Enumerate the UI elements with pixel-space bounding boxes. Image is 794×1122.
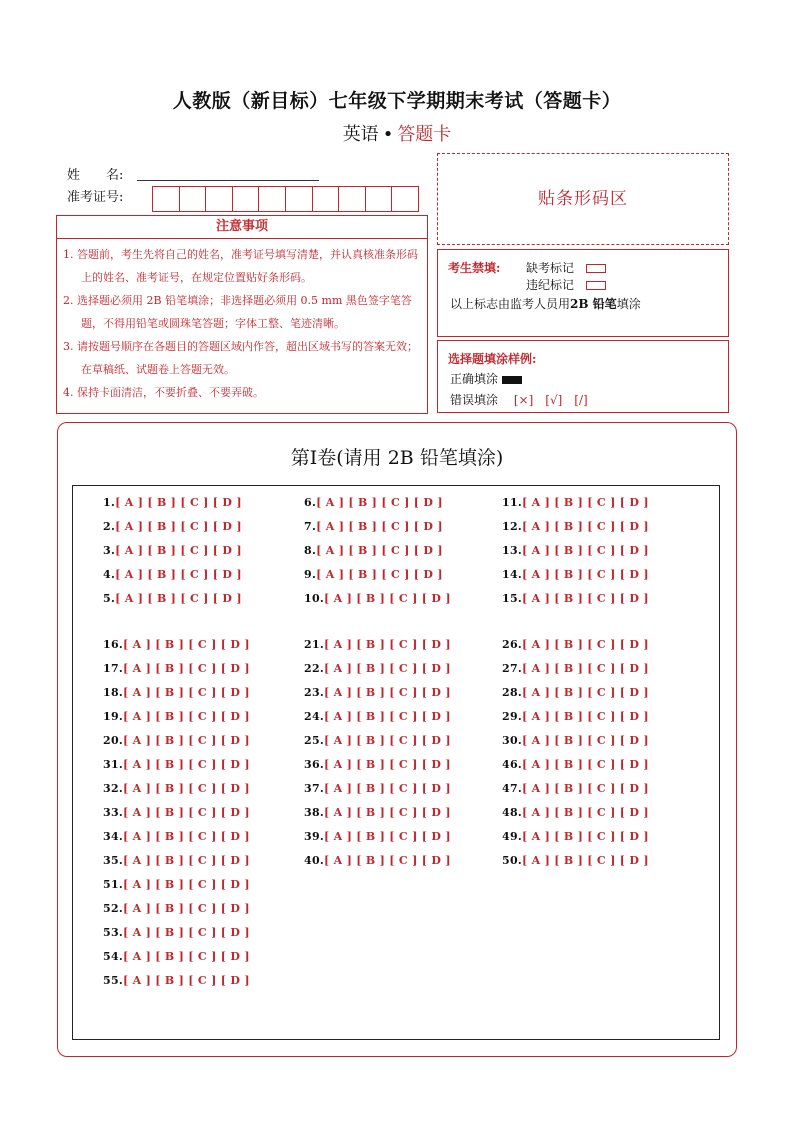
answer-item-35[interactable] [103,854,250,867]
question-number: 32. [103,782,124,795]
card-label: 答题卡 [397,124,452,145]
answer-options[interactable]: [ A ] [ B ] [ C ] [ D ] [324,806,451,819]
question-number: 39. [304,830,325,843]
answer-options[interactable]: [ A ] [ B ] [ C ] [ D ] [324,662,451,675]
answer-options[interactable]: [ A ] [ B ] [ C ] [ D ] [123,734,250,747]
answer-options[interactable]: [ A ] [ B ] [ C ] [ D ] [115,544,242,557]
answer-item-52[interactable] [103,902,250,915]
answer-options[interactable]: [ A ] [ B ] [ C ] [ D ] [522,758,649,771]
answer-item-12[interactable] [502,520,649,533]
answer-options[interactable]: [ A ] [ B ] [ C ] [ D ] [522,686,649,699]
name-field[interactable] [137,180,319,181]
answer-options[interactable]: [ A ] [ B ] [ C ] [ D ] [123,758,250,771]
answer-item-23[interactable] [304,686,451,699]
violation-label: 违纪标记 [526,278,575,292]
notice-panel [56,215,428,414]
question-number: 3. [103,544,116,557]
answer-options[interactable]: [ A ] [ B ] [ C ] [ D ] [123,782,250,795]
answer-options[interactable]: [ A ] [ B ] [ C ] [ D ] [123,854,250,867]
forbidden-note [450,295,641,312]
question-number: 25. [304,734,325,747]
answer-options[interactable]: [ A ] [ B ] [ C ] [ D ] [522,592,649,605]
answer-item-24[interactable] [304,710,451,723]
question-number: 11. [502,496,523,509]
section-1-title: 第Ⅰ卷(请用 2B 铅笔填涂) [290,447,504,469]
answer-options[interactable]: [ A ] [ B ] [ C ] [ D ] [522,710,649,723]
question-number: 27. [502,662,523,675]
forbidden-note-post: 填涂 [616,297,641,311]
id-digit-box[interactable] [153,187,180,211]
question-number: 6. [304,496,317,509]
violation-mark-box[interactable] [586,281,606,290]
filled-mark-icon [502,376,522,384]
question-number: 50. [502,854,523,867]
answer-item-18[interactable] [103,686,250,699]
answer-item-13[interactable] [502,544,649,557]
id-digit-box[interactable] [286,187,313,211]
answer-options[interactable]: [ A ] [ B ] [ C ] [ D ] [522,782,649,795]
id-label: 准考证号: [67,190,124,205]
answer-options[interactable]: [ A ] [ B ] [ C ] [ D ] [522,496,649,509]
answer-options[interactable]: [ A ] [ B ] [ C ] [ D ] [522,520,649,533]
question-number: 24. [304,710,325,723]
answer-options[interactable]: [ A ] [ B ] [ C ] [ D ] [522,854,649,867]
absent-mark-row [526,259,606,276]
answer-item-15[interactable] [502,592,649,605]
notice-item: 2. 选择题必须用 2B 铅笔填涂；非选择题必须用 0.5 mm 黑色签字笔答题，不得用铅笔或圆珠笔答题；字体工整、笔迹清晰。 [63,294,412,330]
question-number: 35. [103,854,124,867]
question-number: 9. [304,568,317,581]
question-number: 29. [502,710,523,723]
question-number: 8. [304,544,317,557]
answer-item-4[interactable] [103,568,242,581]
wrong-fill-row [450,391,588,408]
answer-item-49[interactable] [502,830,649,843]
answer-options[interactable]: [ A ] [ B ] [ C ] [ D ] [324,710,451,723]
question-number: 10. [304,592,325,605]
answer-options[interactable]: [ A ] [ B ] [ C ] [ D ] [115,592,242,605]
violation-mark-row [526,276,606,293]
question-number: 21. [304,638,325,651]
answer-options[interactable]: [ A ] [ B ] [ C ] [ D ] [324,782,451,795]
answer-options[interactable]: [ A ] [ B ] [ C ] [ D ] [522,638,649,651]
subtitle-separator: • [382,124,394,145]
answer-options[interactable]: [ A ] [ B ] [ C ] [ D ] [316,520,443,533]
question-number: 48. [502,806,523,819]
answer-item-17[interactable] [103,662,250,675]
answer-item-53[interactable] [103,926,250,939]
answer-options[interactable]: [ A ] [ B ] [ C ] [ D ] [123,974,250,987]
answer-item-2[interactable] [103,520,242,533]
id-digit-box[interactable] [392,187,418,211]
answer-item-32[interactable] [103,782,250,795]
answer-options[interactable]: [ A ] [ B ] [ C ] [ D ] [522,662,649,675]
answer-item-54[interactable] [103,950,250,963]
absent-mark-box[interactable] [586,264,606,273]
answer-item-55[interactable] [103,974,250,987]
question-number: 2. [103,520,116,533]
forbidden-note-bold: 2B 铅笔 [570,297,617,311]
question-number: 4. [103,568,116,581]
question-number: 22. [304,662,325,675]
answer-options[interactable]: [ A ] [ B ] [ C ] [ D ] [115,496,242,509]
answer-options[interactable]: [ A ] [ B ] [ C ] [ D ] [115,520,242,533]
answer-options[interactable]: [ A ] [ B ] [ C ] [ D ] [316,568,443,581]
section-1-panel [57,422,737,1057]
barcode-label: 贴条形码区 [538,189,628,209]
answer-item-9[interactable] [304,568,443,581]
answer-item-5[interactable] [103,592,242,605]
answer-item-16[interactable] [103,638,250,651]
answer-item-7[interactable] [304,520,443,533]
answer-options[interactable]: [ A ] [ B ] [ C ] [ D ] [324,854,451,867]
answer-options[interactable]: [ A ] [ B ] [ C ] [ D ] [522,734,649,747]
question-number: 37. [304,782,325,795]
name-label: 姓 名: [67,168,124,183]
question-number: 18. [103,686,124,699]
question-number: 51. [103,878,124,891]
answer-options[interactable]: [ A ] [ B ] [ C ] [ D ] [316,496,443,509]
answer-item-19[interactable] [103,710,250,723]
answer-options[interactable]: [ A ] [ B ] [ C ] [ D ] [324,758,451,771]
answer-grid [72,485,720,1040]
question-number: 15. [502,592,523,605]
answer-options[interactable]: [ A ] [ B ] [ C ] [ D ] [522,830,649,843]
question-number: 40. [304,854,325,867]
question-number: 33. [103,806,124,819]
answer-item-47[interactable] [502,782,649,795]
question-number: 16. [103,638,124,651]
answer-options[interactable]: [ A ] [ B ] [ C ] [ D ] [324,830,451,843]
forbidden-panel [437,249,729,337]
question-number: 38. [304,806,325,819]
answer-options[interactable]: [ A ] [ B ] [ C ] [ D ] [123,926,250,939]
question-number: 46. [502,758,523,771]
question-number: 26. [502,638,523,651]
id-digit-box[interactable] [180,187,207,211]
question-number: 13. [502,544,523,557]
answer-options[interactable]: [ A ] [ B ] [ C ] [ D ] [115,568,242,581]
question-number: 12. [502,520,523,533]
answer-options[interactable]: [ A ] [ B ] [ C ] [ D ] [522,544,649,557]
id-digit-box[interactable] [313,187,340,211]
answer-item-3[interactable] [103,544,242,557]
answer-item-39[interactable] [304,830,451,843]
question-number: 1. [103,496,116,509]
answer-item-14[interactable] [502,568,649,581]
answer-item-10[interactable] [304,592,451,605]
question-number: 53. [103,926,124,939]
answer-options[interactable]: [ A ] [ B ] [ C ] [ D ] [324,592,451,605]
answer-options[interactable]: [ A ] [ B ] [ C ] [ D ] [123,710,250,723]
question-number: 14. [502,568,523,581]
answer-item-33[interactable] [103,806,250,819]
subject-subtitle [0,120,794,146]
answer-item-50[interactable] [502,854,649,867]
answer-item-34[interactable] [103,830,250,843]
answer-options[interactable]: [ A ] [ B ] [ C ] [ D ] [123,878,250,891]
answer-options[interactable]: [ A ] [ B ] [ C ] [ D ] [123,806,250,819]
answer-item-20[interactable] [103,734,250,747]
id-digit-box[interactable] [339,187,366,211]
wrong-fill-label: 错误填涂 [450,393,499,407]
answer-item-37[interactable] [304,782,451,795]
answer-options[interactable]: [ A ] [ B ] [ C ] [ D ] [123,950,250,963]
absent-label: 缺考标记 [526,261,575,275]
answer-options[interactable]: [ A ] [ B ] [ C ] [ D ] [324,734,451,747]
forbidden-label: 考生禁填: [448,261,501,275]
answer-item-38[interactable] [304,806,451,819]
answer-options[interactable]: [ A ] [ B ] [ C ] [ D ] [123,902,250,915]
question-number: 19. [103,710,124,723]
answer-item-48[interactable] [502,806,649,819]
answer-options[interactable]: [ A ] [ B ] [ C ] [ D ] [123,638,250,651]
question-number: 20. [103,734,124,747]
answer-item-8[interactable] [304,544,443,557]
answer-item-51[interactable] [103,878,250,891]
question-number: 28. [502,686,523,699]
answer-item-26[interactable] [502,638,649,651]
id-digit-box[interactable] [259,187,286,211]
answer-item-27[interactable] [502,662,649,675]
question-number: 5. [103,592,116,605]
answer-item-11[interactable] [502,496,649,509]
question-number: 49. [502,830,523,843]
answer-item-31[interactable] [103,758,250,771]
sample-title: 选择题填涂样例: [448,352,537,366]
subject-name: 英语 [342,124,379,145]
correct-fill-row [450,370,522,387]
answer-options[interactable]: [ A ] [ B ] [ C ] [ D ] [324,638,451,651]
question-number: 34. [103,830,124,843]
answer-item-30[interactable] [502,734,649,747]
answer-options[interactable]: [ A ] [ B ] [ C ] [ D ] [123,830,250,843]
question-number: 23. [304,686,325,699]
answer-item-36[interactable] [304,758,451,771]
question-number: 55. [103,974,124,987]
page-title: 人教版（新目标）七年级下学期期末考试（答题卡） [172,90,622,112]
answer-item-22[interactable] [304,662,451,675]
id-number-boxes[interactable] [152,186,419,212]
answer-item-1[interactable] [103,496,242,509]
id-digit-box[interactable] [233,187,260,211]
question-number: 17. [103,662,124,675]
answer-options[interactable]: [ A ] [ B ] [ C ] [ D ] [123,662,250,675]
question-number: 36. [304,758,325,771]
answer-item-25[interactable] [304,734,451,747]
question-number: 30. [502,734,523,747]
notice-item: 4. 保持卡面清洁，不要折叠、不要弄破。 [63,386,264,399]
answer-options[interactable]: [ A ] [ B ] [ C ] [ D ] [522,568,649,581]
question-number: 54. [103,950,124,963]
notice-item: 1. 答题前，考生先将自己的姓名，准考证号填写清楚，并认真核准条形码上的姓名、准考证号，在规定位置贴好条形码。 [63,248,418,284]
notice-item: 3. 请按题号顺序在各题目的答题区域内作答，超出区域书写的答案无效；在草稿纸、试题卷上答题无效。 [63,340,418,376]
id-digit-box[interactable] [366,187,393,211]
notice-heading: 注意事项 [57,216,427,239]
answer-item-6[interactable] [304,496,443,509]
notice-list [57,239,427,404]
question-number: 7. [304,520,317,533]
forbidden-note-pre: 以上标志由监考人员用 [450,297,571,311]
answer-item-28[interactable] [502,686,649,699]
question-number: 31. [103,758,124,771]
question-number: 47. [502,782,523,795]
answer-options[interactable]: [ A ] [ B ] [ C ] [ D ] [316,544,443,557]
answer-options[interactable]: [ A ] [ B ] [ C ] [ D ] [123,686,250,699]
id-digit-box[interactable] [206,187,233,211]
correct-fill-label: 正确填涂 [450,372,499,386]
answer-item-40[interactable] [304,854,451,867]
fill-sample-panel [437,340,729,413]
answer-options[interactable]: [ A ] [ B ] [ C ] [ D ] [324,686,451,699]
question-number: 52. [103,902,124,915]
barcode-area [437,153,729,245]
answer-item-29[interactable] [502,710,649,723]
answer-options[interactable]: [ A ] [ B ] [ C ] [ D ] [522,806,649,819]
answer-item-46[interactable] [502,758,649,771]
answer-item-21[interactable] [304,638,451,651]
wrong-fill-marks: [×] [√] [/] [513,393,588,407]
